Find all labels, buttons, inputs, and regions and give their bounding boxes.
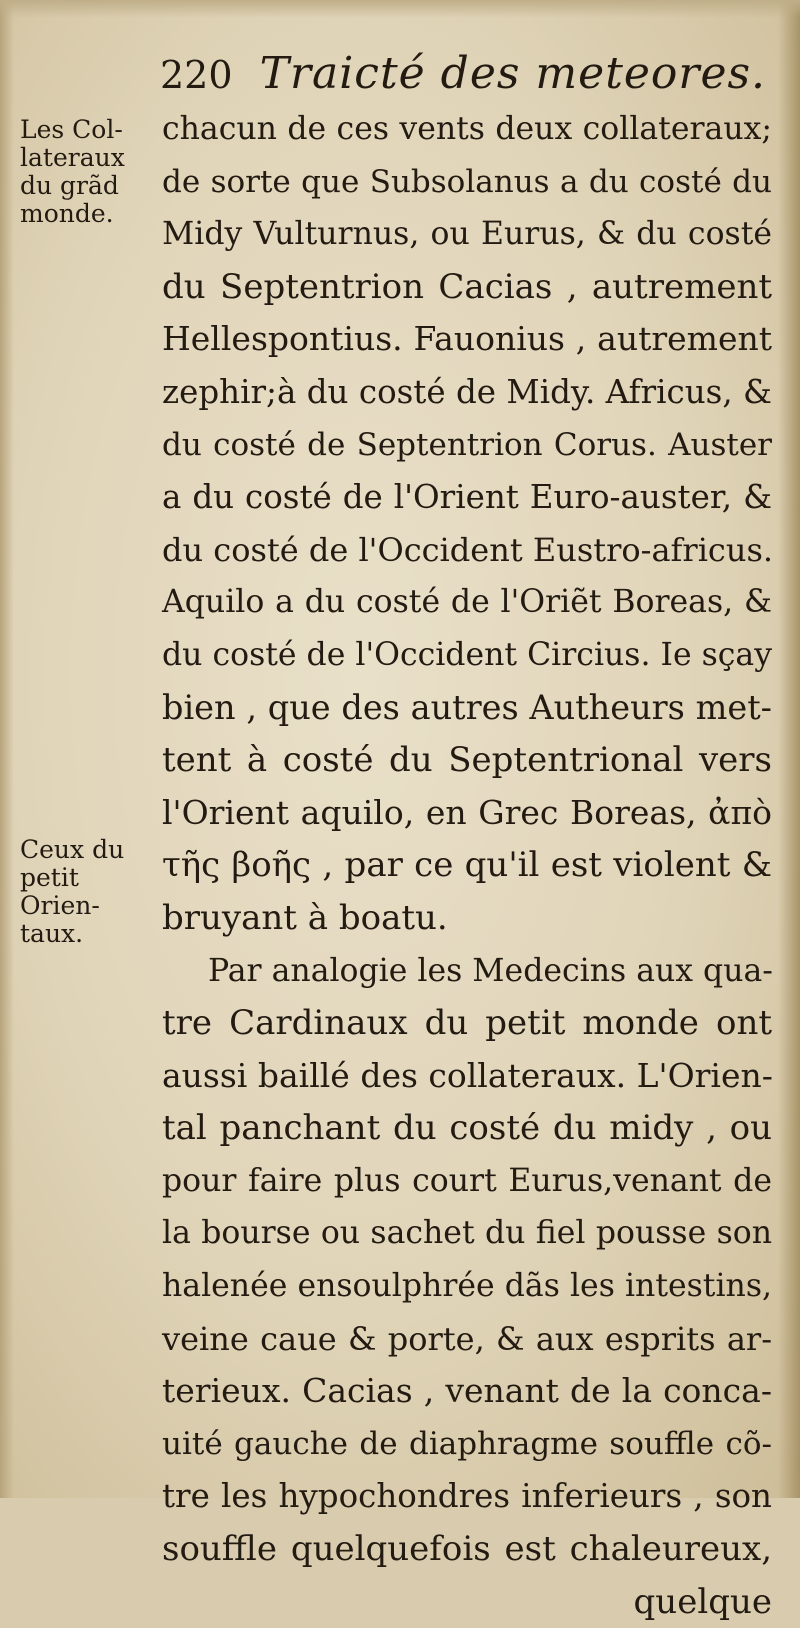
text-line: du costé de l'Occident Circius. Ie sçay xyxy=(162,636,772,673)
text-line: tal panchant du costé du midy , ou xyxy=(162,1108,772,1149)
text-line: bruyant à boatu. xyxy=(162,897,448,938)
page-edge-shadow-left xyxy=(0,0,14,1498)
text-line: Midy Vulturnus, ou Eurus, & du costé xyxy=(162,216,772,253)
text-line: tent à costé du Septentrional vers xyxy=(162,740,772,781)
text-line: τῆς βοῆς , par ce qu'il est violent & xyxy=(162,845,772,886)
catchword: quelque xyxy=(633,1581,772,1622)
text-line: Aquilo a du costé de l'Oriẽt Boreas, & xyxy=(162,584,772,621)
page-header xyxy=(160,48,767,108)
text-line: l'Orient aquilo, en Grec Boreas, ἀπὸ xyxy=(162,792,772,832)
text-line: a du costé de l'Orient Euro-auster, & xyxy=(162,478,772,517)
text-line: tre Cardinaux du petit monde ont xyxy=(162,1003,772,1044)
text-line: zephir;à du costé de Midy. Africus, & xyxy=(162,372,772,411)
text-line: la bourse ou sachet du fiel pousse son xyxy=(162,1215,772,1252)
text-line: halenée ensoulphrée dãs les intestins, xyxy=(162,1268,772,1305)
text-line: de sorte que Subsolanus a du costé du xyxy=(162,163,772,200)
page-number: 220 xyxy=(160,53,233,97)
body-text xyxy=(162,103,772,1628)
text-line: tre les hypochondres inferieurs , son xyxy=(162,1477,772,1516)
page-edge-shadow-right xyxy=(778,0,800,1498)
margin-note-line: Orien- xyxy=(20,891,100,920)
text-line: veine caue & porte, & aux esprits ar- xyxy=(162,1319,772,1358)
text-line: uité gauche de diaphragme souffle cõ- xyxy=(162,1425,772,1462)
text-line: bien , que des autres Autheurs met- xyxy=(162,687,772,727)
text-line: du costé de l'Occident Eustro-africus. xyxy=(162,530,774,569)
margin-note-line: taux. xyxy=(20,919,84,948)
margin-note-line: monde. xyxy=(20,199,114,228)
running-title: Traicté des meteores. xyxy=(259,48,767,99)
page-edge-shadow-top xyxy=(0,0,800,18)
margin-note-orientaux xyxy=(20,836,124,948)
margin-note-line: du grãd xyxy=(20,171,119,200)
text-line: aussi baillé des collateraux. L'Orien- xyxy=(162,1055,773,1095)
margin-note-line: Les Col- xyxy=(20,115,123,144)
margin-note-line: lateraux xyxy=(20,143,125,172)
margin-note-line: Ceux du xyxy=(20,835,125,864)
text-line: du costé de Septentrion Corus. Auster xyxy=(162,426,772,463)
text-line: chacun de ces vents deux collateraux; xyxy=(162,111,772,147)
text-line: Hellespontius. Fauonius , autrement xyxy=(162,319,772,359)
margin-note-collateraux xyxy=(20,116,125,228)
text-line: pour faire plus court Eurus,venant de xyxy=(162,1162,772,1199)
text-line: terieux. Cacias , venant de la conca- xyxy=(162,1371,772,1411)
text-line: souffle quelquefois est chaleureux, xyxy=(162,1529,772,1570)
text-line: du Septentrion Cacias , autrement xyxy=(162,266,772,307)
text-line: Par analogie les Medecins aux qua- xyxy=(208,952,773,989)
margin-note-line: petit xyxy=(20,863,79,892)
